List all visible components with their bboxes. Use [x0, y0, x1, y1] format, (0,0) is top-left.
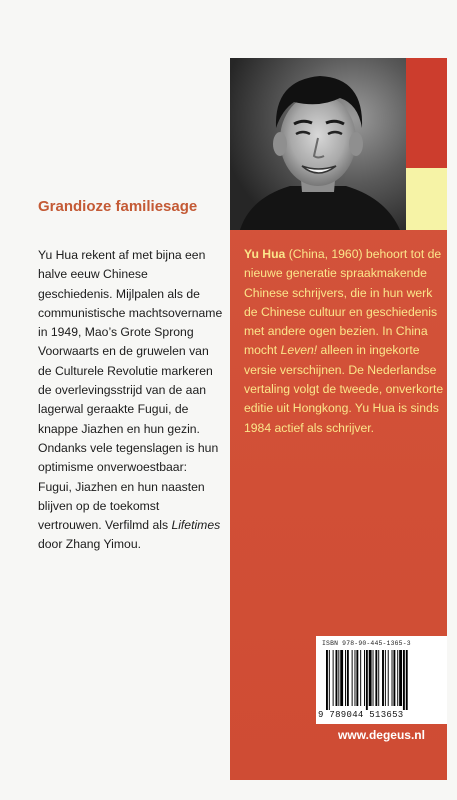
- barcode-bar: [356, 650, 358, 706]
- accent-yellow-block: [406, 168, 447, 230]
- barcode-bar: [388, 650, 389, 706]
- bio-text-1: (China, 1960) behoort tot de nieuwe generatie spraakmakende Chinese schrijvers, die in hun werk de Chinese cultuur en geschiedenis met andere ogen bezien. In China mocht: [244, 247, 442, 358]
- barcode: [316, 636, 447, 724]
- barcode-bar: [326, 650, 328, 710]
- barcode-bar: [403, 650, 405, 710]
- portrait-illustration: [230, 58, 406, 230]
- barcode-bar: [336, 650, 338, 706]
- barcode-bar: [378, 650, 379, 706]
- author-photo: [230, 58, 406, 230]
- barcode-bar: [352, 650, 353, 706]
- barcode-bar: [360, 650, 361, 706]
- barcode-bar: [345, 650, 346, 706]
- barcode-bar: [373, 650, 374, 706]
- barcode-bars: [326, 650, 437, 710]
- author-bio: [244, 245, 444, 438]
- isbn-label: ISBN 978-90-445-1365-3: [322, 640, 411, 647]
- author-name: Yu Hua: [244, 247, 286, 261]
- barcode-bar: [399, 650, 402, 706]
- publisher-website[interactable]: www.degeus.nl: [338, 728, 425, 742]
- film-title: Lifetimes: [171, 518, 221, 533]
- barcode-bar: [375, 650, 377, 706]
- synopsis-main: Yu Hua rekent af met bijna een halve eeuw Chinese geschiedenis. Mijlpalen als de communistische machtsovername in 1949, Mao’s Grote Sprong Voorwaarts en de gruwelen van de Culturele Revolutie markeren de overlevingsstrijd van de aan lagerwal geraakte Fugui, de knappe Jiazhen en hun gezin. Ondanks vele tegenslagen is hun optimisme onverwoestbaar: Fugui, Jiazhen en hun naasten blijven op de toekomst vertrouwen. Verfilmd als: [38, 248, 223, 533]
- barcode-bar: [340, 650, 343, 706]
- barcode-bar: [355, 650, 356, 706]
- barcode-bar: [333, 650, 334, 706]
- bio-text-2: alleen in ingekorte versie verschijnen. De Nederlandse vertaling volgt de tweede, onverkorte editie uit Hongkong. Yu Hua is sinds 1984 actief als schrijver.: [244, 343, 444, 435]
- accent-red-block: [406, 58, 447, 168]
- barcode-bar: [406, 650, 408, 710]
- barcode-bar: [369, 650, 372, 706]
- book-title: Leven!: [280, 343, 318, 358]
- barcode-bar: [393, 650, 395, 706]
- barcode-bar: [385, 650, 386, 706]
- synopsis-end: door Zhang Yimou.: [38, 537, 141, 552]
- barcode-bar: [366, 650, 368, 710]
- synopsis-text: [38, 246, 223, 555]
- section-heading: Grandioze familiesage: [38, 198, 198, 215]
- barcode-bar: [382, 650, 384, 706]
- barcode-bar: [364, 650, 365, 706]
- barcode-bar: [338, 650, 339, 706]
- barcode-digits: 9 789044 513653: [318, 710, 404, 720]
- barcode-bar: [329, 650, 330, 710]
- barcode-bar: [392, 650, 393, 706]
- barcode-bar: [347, 650, 349, 706]
- barcode-bar: [397, 650, 398, 706]
